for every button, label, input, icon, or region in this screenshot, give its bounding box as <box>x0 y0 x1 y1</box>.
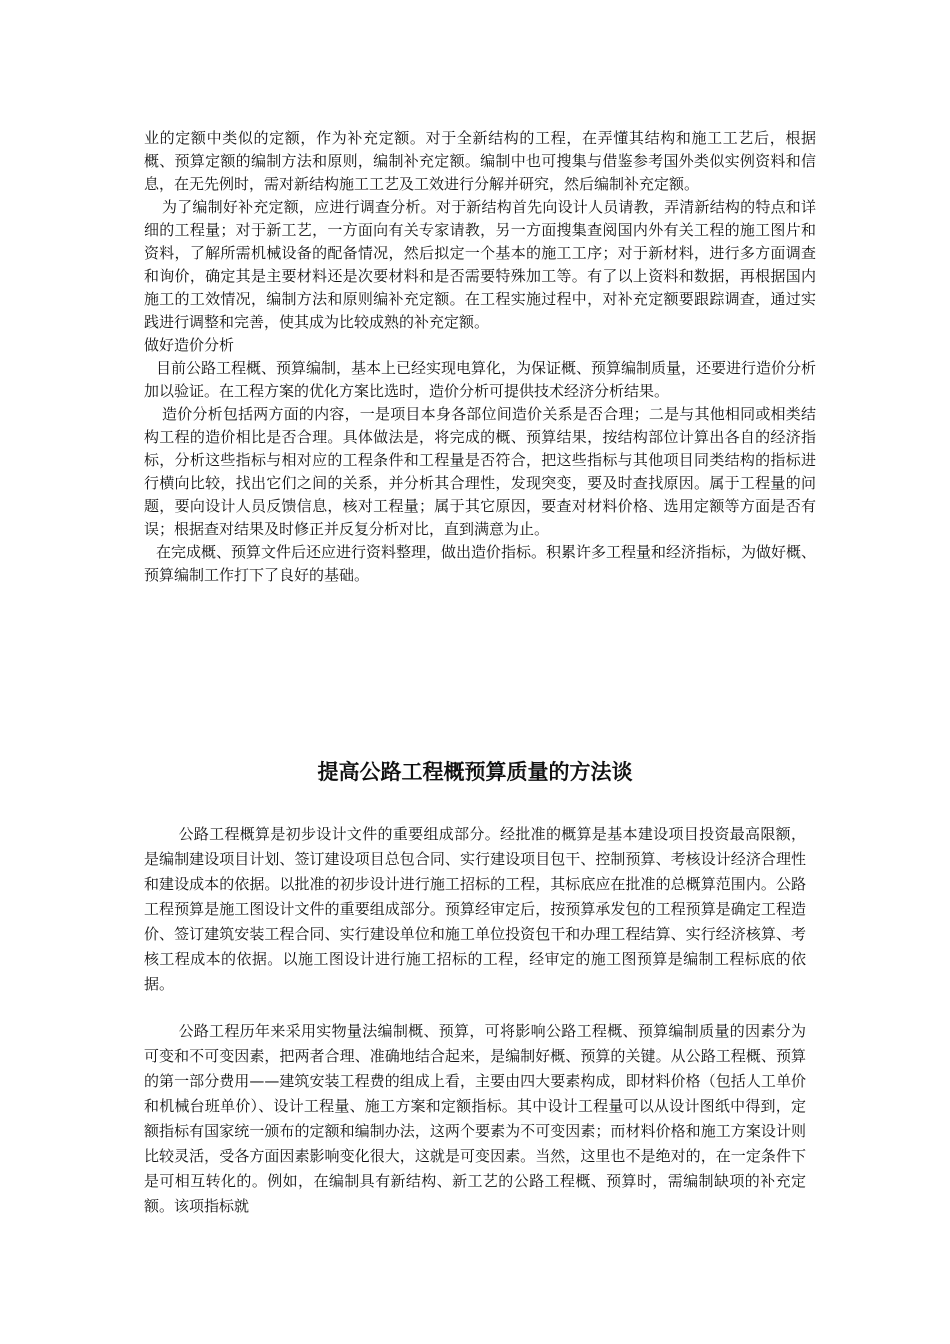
paragraph: 为了编制好补充定额，应进行调查分析。对于新结构首先向设计人员请教，弄清新结构的特点和详细的工程量；对于新工艺，一方面向有关专家请教，另一方面搜集查阅国内外有关工程的施工图片和资料，了解所需机械设备的配备情况，然后拟定一个基本的施工工序；对于新材料，进行多方面调查和询价，确定其是主要材料还是次要材料和是否需要特殊加工等。有了以上资料和数据，再根据国内施工的工效情况，编制方法和原则编补充定额。在工程实施过程中，对补充定额要跟踪调查，通过实践进行调整和完善，使其成为比较成熟的补充定额。 <box>144 198 816 331</box>
subheading-cost-analysis: 做好造价分析 <box>144 336 235 354</box>
paragraph: 公路工程概算是初步设计文件的重要组成部分。经批准的概算是基本建设项目投资最高限额，是编制建设项目计划、签订建设项目总包合同、实行建设项目包干、控制预算、考核设计经济合理性和建设成本的依据。以批准的初步设计进行施工招标的工程，其标底应在批准的总概算范围内。公路工程预算是施工图设计文件的重要组成部分。预算经审定后，按预算承发包的工程预算是确定工程造价、签订建筑安装工程合同、实行建设单位和施工单位投资包干和办理工程结算、实行经济核算、考核工程成本的依据。以施工图设计进行施工招标的工程，经审定的施工图预算是编制工程标底的依据。 <box>144 825 806 993</box>
section-article-body <box>144 822 806 1241</box>
paragraph: 目前公路工程概、预算编制，基本上已经实现电算化，为保证概、预算编制质量，还要进行造价分析加以验证。在工程方案的优化方案比选时，造价分析可提供技术经济分析结果。 <box>144 359 817 400</box>
article-title: 提高公路工程概预算质量的方法谈 <box>317 760 633 784</box>
section-supplementary-quota <box>144 127 816 587</box>
paragraph: 在完成概、预算文件后还应进行资料整理，做出造价指标。积累许多工程量和经济指标，为做好概、预算编制工作打下了良好的基础。 <box>144 543 817 584</box>
paragraph: 业的定额中类似的定额，作为补充定额。对于全新结构的工程，在弄懂其结构和施工工艺后，根据概、预算定额的编制方法和原则，编制补充定额。编制中也可搜集与借鉴参考国外类似实例资料和信息，在无先例时，需对新结构施工工艺及工效进行分解并研究，然后编制补充定额。 <box>144 129 816 193</box>
paragraph: 公路工程历年来采用实物量法编制概、预算，可将影响公路工程概、预算编制质量的因素分为可变和不可变因素，把两者合理、准确地结合起来，是编制好概、预算的关键。从公路工程概、预算的第一部分费用——建筑安装工程费的组成上看，主要由四大要素构成，即材料价格（包括人工单价和机械台班单价）、设计工程量、施工方案和定额指标。其中设计工程量可以从设计图纸中得到，定额指标有国家统一颁布的定额和编制办法，这两个要素为不可变因素；而材料价格和施工方案设计则比较灵活，受各方面因素影响变化很大，这就是可变因素。当然，这里也不是绝对的，在一定条件下是可相互转化的。例如，在编制具有新结构、新工艺的公路工程概、预算时，需编制缺项的补充定额。该项指标就 <box>144 1022 806 1215</box>
paragraph: 造价分析包括两方面的内容，一是项目本身各部位间造价关系是否合理；二是与其他相同或相类结构工程的造价相比是否合理。具体做法是，将完成的概、预算结果，按结构部位计算出各自的经济指标，分析这些指标与相对应的工程条件和工程量是否符合，把这些指标与其他项目同类结构的指标进行横向比较，找出它们之间的关系，并分析其合理性，发现突变，要及时查找原因。属于工程量的问题，要向设计人员反馈信息，核对工程量；属于其它原因，要查对材料价格、选用定额等方面是否有误；根据查对结果及时修正并反复分析对比，直到满意为止。 <box>144 405 816 538</box>
